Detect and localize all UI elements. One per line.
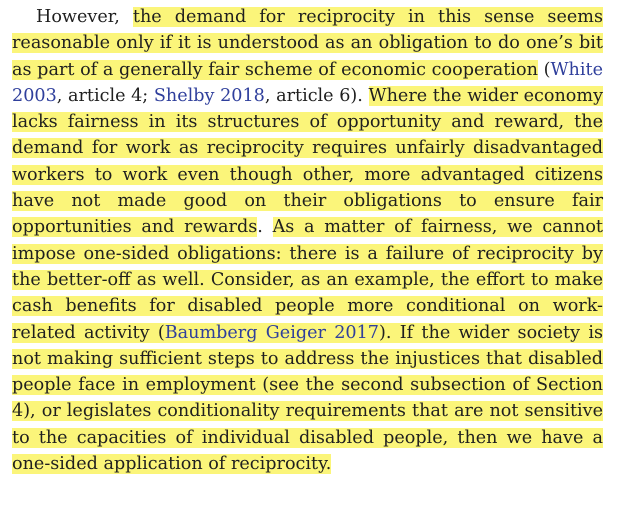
- body-paragraph: [12, 4, 603, 477]
- citation-link-baumberg-geiger-2017[interactable]: Baumberg Geiger 2017: [164, 322, 379, 343]
- citation-paren-open: (: [537, 59, 551, 80]
- sentence-intro: However,: [36, 7, 133, 27]
- highlighted-sentence-3: [12, 217, 603, 474]
- document-page: [12, 4, 603, 477]
- citation-link-white-2003[interactable]: White 2003: [12, 59, 603, 106]
- highlighted-sentence-2: Where the wider economy lacks fairness in its structures of opportunity and reward, the demand for work as reciprocity requires unfairly disadvantaged workers to work even though other, more advantaged citizens have not made good on their obligations to ensure fair opportunities and rewards: [12, 85, 604, 238]
- sentence-3-close: ). If the wider society is not making sufficient steps to address the injustices that disabled people face in employment (see the second subsection of Section 4), or legislates conditionality requirements that are not sensitive to the capacities of individual disabled people, then we have a one-sided application of reciprocity.: [12, 322, 603, 475]
- citation-suffix-1: , article 4;: [56, 85, 154, 106]
- sentence-2-end: .: [257, 217, 273, 238]
- sentence-3-text: As a matter of fairness, we cannot impose one-sided obligations: there is a failure of reciprocity by the better-off as well. Consider, as an example, the effort to make cash benefits for disabled people more conditional on work-related activity (: [12, 217, 603, 343]
- citation-link-shelby-2018[interactable]: Shelby 2018: [153, 85, 265, 106]
- citation-suffix-2: , article 6).: [264, 85, 369, 106]
- highlighted-sentence-1: the demand for reciprocity in this sense seems reasonable only if it is understood as an obligation to do one’s bit as part of a generally fair scheme of economic cooperation: [12, 7, 603, 80]
